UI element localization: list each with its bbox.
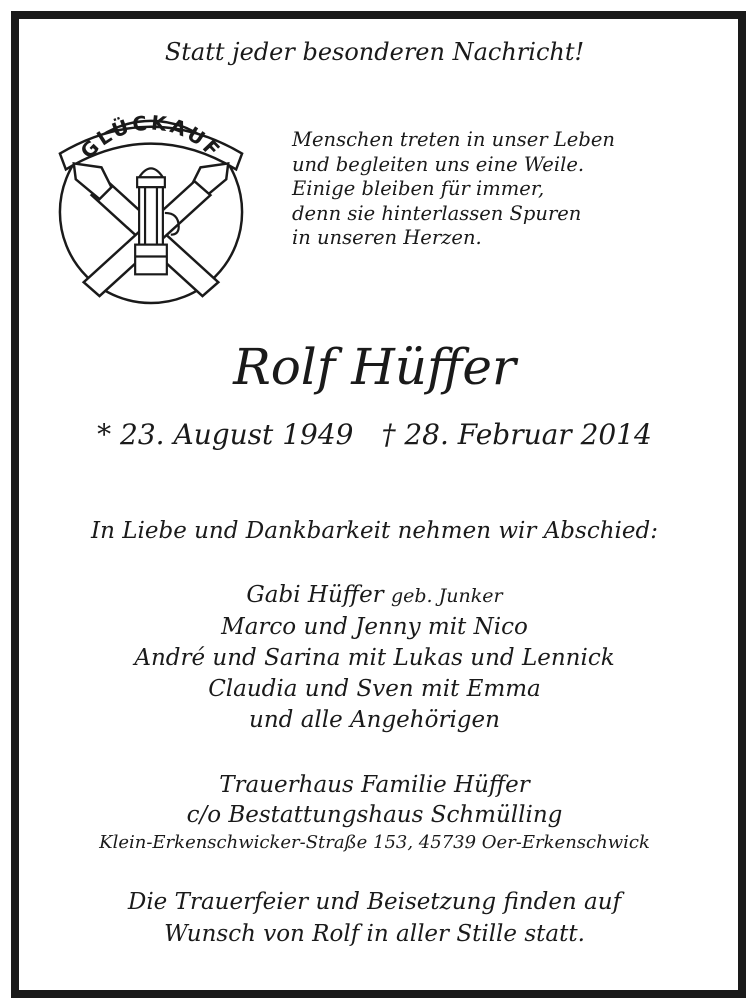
birth-date: * 23. August 1949	[97, 418, 354, 451]
family-member: André und Sarina mit Lukas und Lennick	[134, 645, 615, 671]
poem	[292, 128, 615, 251]
spouse-maiden-name: geb. Junker	[390, 585, 503, 607]
notice-heading: Statt jeder besonderen Nachricht!	[164, 38, 585, 66]
family-member: Claudia und Sven mit Emma	[208, 676, 541, 702]
family-spouse	[0, 580, 749, 612]
mourning-house-care-of: c/o Bestattungshaus Schmülling	[186, 802, 563, 828]
mourning-house-address: Klein-Erkenschwicker-Straße 153, 45739 Oer-Erkenschwick	[99, 832, 650, 853]
mourning-house-title: Trauerhaus Familie Hüffer	[219, 772, 530, 798]
deceased-name: Rolf Hüffer	[233, 338, 516, 396]
family-member: Marco und Jenny mit Nico	[221, 614, 528, 640]
poem-line: Einige bleiben für immer,	[292, 177, 545, 200]
ceremony-line: Wunsch von Rolf in aller Stille statt.	[164, 921, 585, 947]
spouse-name: Gabi Hüffer	[246, 582, 384, 608]
poem-line: und begleiten uns eine Weile.	[292, 152, 585, 176]
farewell-line: In Liebe und Dankbarkeit nehmen wir Abschied:	[91, 518, 658, 544]
ceremony-line: Die Trauerfeier und Beisetzung finden auf	[127, 889, 622, 915]
family-member: und alle Angehörigen	[249, 707, 500, 733]
poem-line: in unseren Herzen.	[292, 226, 482, 249]
ceremony-note	[0, 886, 749, 950]
poem-line: Menschen treten in unser Leben	[292, 128, 615, 151]
life-dates	[0, 418, 749, 451]
poem-line: denn sie hinterlassen Spuren	[292, 201, 582, 225]
death-date: † 28. Februar 2014	[381, 418, 652, 451]
miners-lamp-hammer-emblem-icon	[52, 108, 250, 306]
mourning-house	[0, 770, 749, 856]
family-list	[0, 580, 749, 736]
svg-text:GLÜCKAUF: GLÜCKAUF	[76, 111, 226, 164]
